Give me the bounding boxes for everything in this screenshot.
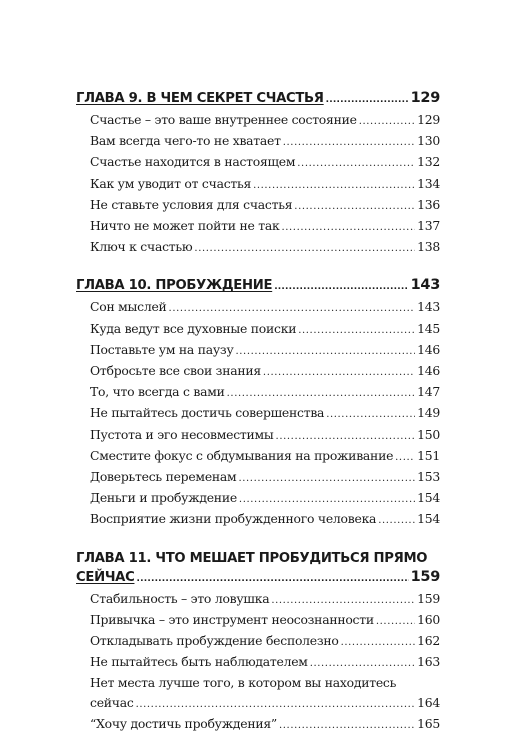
entry-title: Откладывать пробуждение бесполезно	[90, 633, 339, 649]
leader-dots	[297, 154, 415, 173]
toc-entry	[76, 237, 440, 258]
entry-page-number: 146	[417, 363, 440, 379]
toc-entry	[76, 174, 440, 195]
leader-dots	[310, 654, 415, 673]
toc-entry	[76, 195, 440, 216]
chapter-title: ГЛАВА 10. ПРОБУЖДЕНИЕ	[76, 278, 273, 294]
entry-page-number: 163	[417, 654, 440, 670]
chapter-heading	[76, 89, 440, 110]
entry-title: Восприятие жизни пробужденного человека	[90, 511, 377, 527]
toc-entry	[76, 610, 440, 631]
entry-title: Куда ведут все духовные поиски	[90, 320, 297, 336]
entry-title: Стабильность – это ловушка	[90, 590, 270, 606]
entry-page-number: 146	[417, 341, 440, 357]
leader-dots	[136, 695, 416, 714]
leader-dots	[376, 612, 415, 631]
leader-dots	[169, 299, 416, 318]
leader-dots	[326, 91, 409, 110]
toc-entry	[76, 319, 440, 340]
entry-page-number: 143	[417, 299, 440, 315]
entry-page-number: 154	[417, 511, 440, 527]
leader-dots	[326, 405, 415, 424]
leader-dots	[279, 716, 415, 735]
entry-page-number: 149	[417, 405, 440, 421]
leader-dots	[238, 469, 415, 488]
chapter-page-number: 143	[410, 277, 440, 294]
entry-page-number: 160	[417, 611, 440, 627]
toc-entry	[76, 652, 440, 673]
toc-entry	[76, 488, 440, 509]
toc-entry	[76, 110, 440, 131]
entry-page-number: 147	[417, 384, 440, 400]
leader-dots	[253, 176, 415, 195]
entry-page-number: 130	[417, 133, 440, 149]
toc-entry	[76, 589, 440, 610]
entry-title: Как ум уводит от счастья	[90, 175, 252, 191]
entry-page-number: 145	[417, 320, 440, 336]
entry-page-number: 164	[417, 694, 440, 710]
entry-title-line2: сейчас	[90, 694, 134, 710]
toc-entry	[76, 446, 440, 467]
toc-entry	[76, 216, 440, 237]
toc-entry	[76, 509, 440, 530]
leader-dots	[276, 427, 416, 446]
entry-title: Счастье находится в настоящем	[90, 154, 296, 170]
chapter-heading	[76, 276, 440, 297]
entry-page-number: 154	[417, 490, 440, 506]
entry-title: Вам всегда чего-то не хватает	[90, 133, 281, 149]
entry-page-number: 153	[417, 469, 440, 485]
toc-entry	[76, 631, 440, 652]
entry-page-number: 129	[417, 112, 440, 127]
chapter-title: ГЛАВА 9. В ЧЕМ СЕКРЕТ СЧАСТЬЯ	[76, 91, 324, 106]
entry-page-number: 151	[417, 447, 440, 463]
toc-entry	[76, 361, 440, 382]
leader-dots	[378, 511, 415, 530]
leader-dots	[395, 448, 415, 467]
entry-title: Пустота и эго несовместимы	[90, 426, 274, 442]
toc-entry	[76, 152, 440, 173]
toc-entry	[76, 714, 440, 735]
leader-dots	[239, 490, 415, 509]
entry-title: Сон мыслей	[90, 299, 167, 315]
entry-page-number: 159	[417, 590, 440, 606]
entry-page-number: 136	[417, 196, 440, 212]
entry-title: Доверьтесь переменам	[90, 469, 237, 485]
leader-dots	[136, 570, 408, 589]
leader-dots	[227, 384, 415, 403]
chapter-page-number: 159	[410, 568, 440, 585]
leader-dots	[294, 197, 415, 216]
chapter-11	[76, 549, 440, 735]
entry-title: Ничто не может пойти не так	[90, 218, 280, 234]
entry-title: “Хочу достичь пробуждения”	[90, 715, 277, 731]
entry-title: Не пытайтесь достичь совершенства	[90, 405, 325, 421]
leader-dots	[194, 239, 415, 258]
entry-title: Ключ к счастью	[90, 239, 193, 255]
entry-title-line1: Нет места лучше того, в котором вы находитесь	[90, 675, 397, 691]
chapter-title-line1: ГЛАВА 11. ЧТО МЕШАЕТ ПРОБУДИТЬСЯ ПРЯМО	[76, 550, 428, 566]
leader-dots	[281, 218, 415, 237]
leader-dots	[283, 133, 415, 152]
entry-title: Не ставьте условия для счастья	[90, 196, 293, 212]
chapter-page-number: 129	[410, 90, 440, 106]
toc-entry	[76, 673, 440, 713]
entry-page-number: 134	[417, 175, 440, 191]
leader-dots	[271, 591, 415, 610]
entry-page-number: 138	[417, 239, 440, 255]
entry-page-number: 165	[417, 715, 440, 731]
chapter-heading	[76, 549, 440, 589]
entry-title: Деньги и пробуждение	[90, 490, 237, 506]
entry-title: Привычка – это инструмент неосознанности	[90, 611, 374, 627]
entry-page-number: 150	[417, 426, 440, 442]
entry-page-number: 162	[417, 633, 440, 649]
leader-dots	[359, 112, 415, 131]
entry-title: Сместите фокус с обдумывания на проживание	[90, 447, 394, 463]
leader-dots	[341, 633, 416, 652]
leader-dots	[298, 321, 415, 340]
chapter-9	[76, 89, 440, 258]
entry-title: Отбросьте все свои знания	[90, 363, 261, 379]
leader-dots	[274, 278, 408, 297]
toc-entry	[76, 403, 440, 424]
toc-entry	[76, 340, 440, 361]
toc-entry	[76, 425, 440, 446]
toc-entry	[76, 467, 440, 488]
leader-dots	[263, 363, 415, 382]
chapter-title-line2-row	[76, 568, 440, 589]
chapter-title-line2: СЕЙЧАС	[76, 569, 135, 585]
toc-entry	[76, 131, 440, 152]
toc-entry	[76, 297, 440, 318]
entry-page-number: 132	[417, 154, 440, 170]
chapter-10	[76, 276, 440, 530]
entry-title: Счастье – это ваше внутреннее состояние	[90, 112, 357, 127]
entry-title: То, что всегда с вами	[90, 384, 225, 400]
leader-dots	[235, 342, 415, 361]
entry-title-line2-row	[90, 693, 440, 714]
table-of-contents	[76, 89, 440, 753]
entry-page-number: 137	[417, 218, 440, 234]
entry-title: Не пытайтесь быть наблюдателем	[90, 654, 308, 670]
entry-title: Поставьте ум на паузу	[90, 341, 234, 357]
toc-entry	[76, 382, 440, 403]
